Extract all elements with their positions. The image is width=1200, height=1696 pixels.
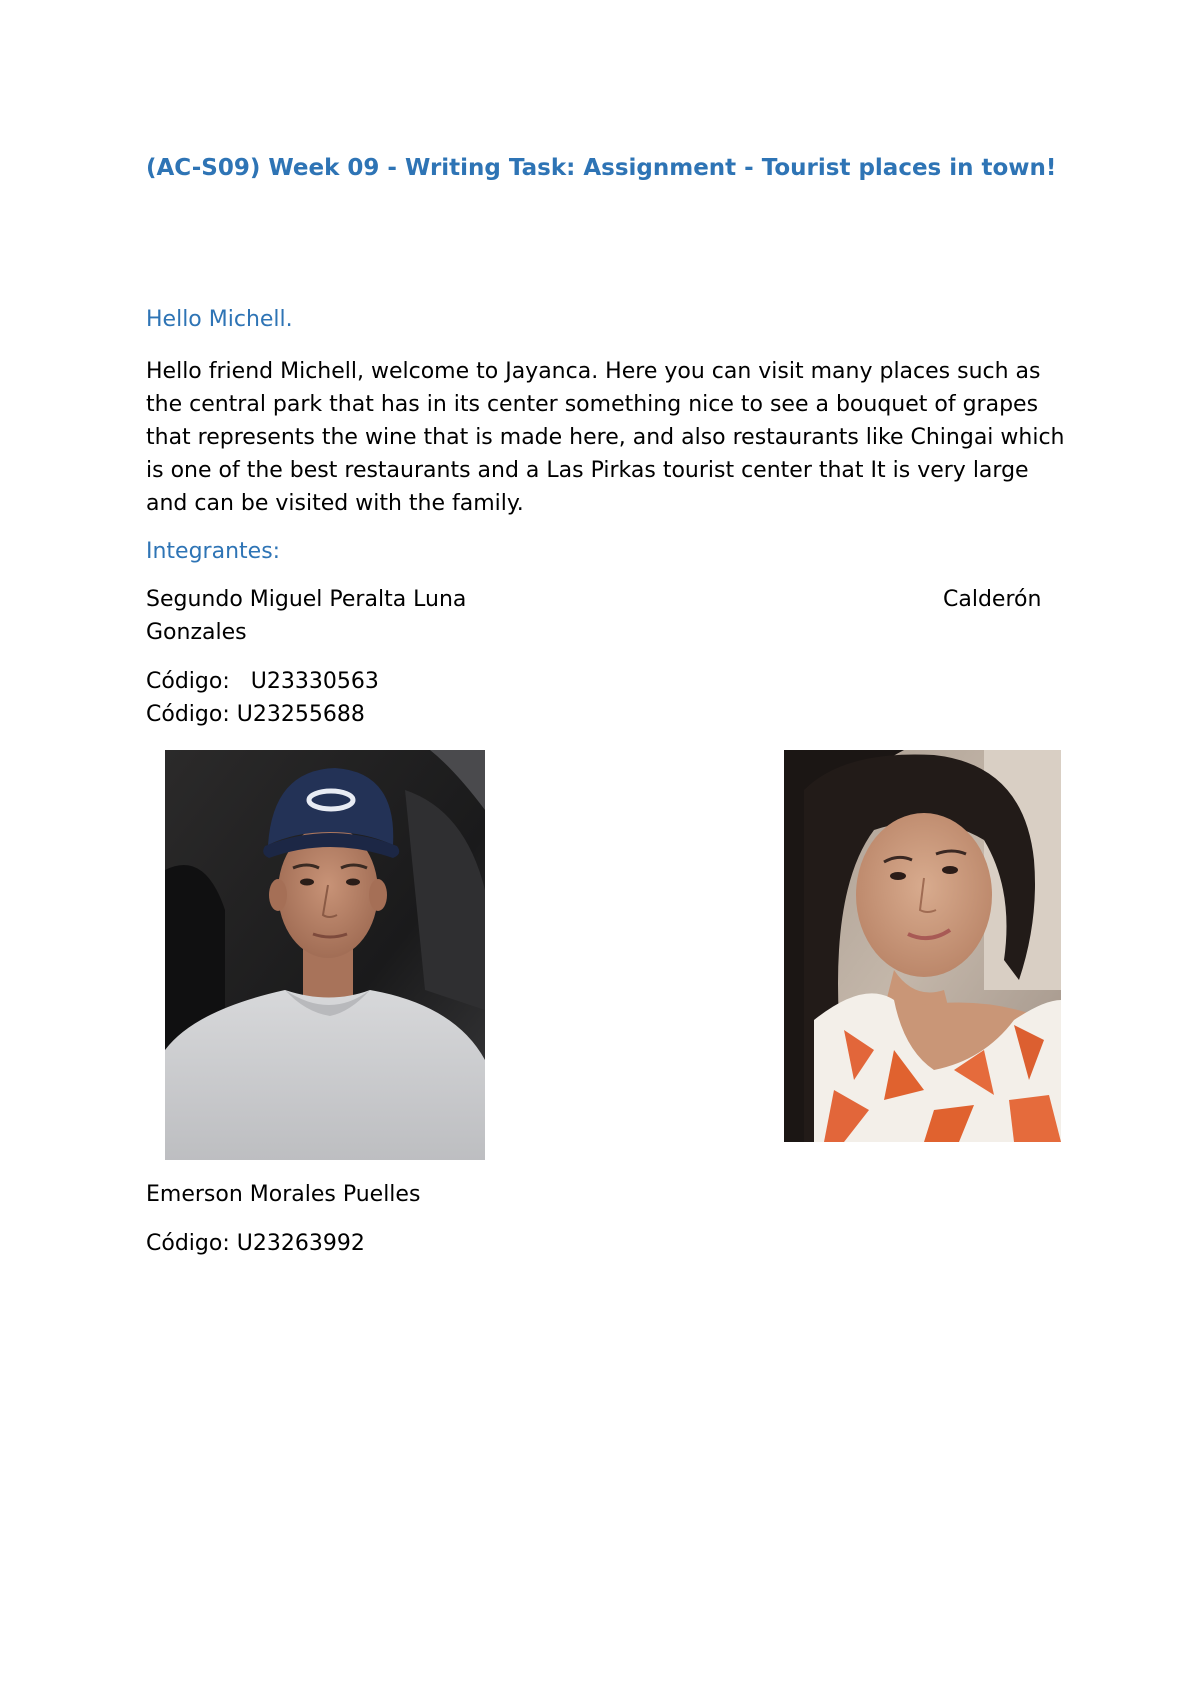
member-2-code-label: Código: <box>146 702 230 727</box>
member-3-code-label: Código: <box>146 1231 230 1256</box>
female-selfie-photo <box>784 750 1061 1142</box>
greeting-heading: Hello Michell. <box>146 307 293 332</box>
member-1-name: Segundo Miguel Peralta Luna <box>146 587 467 612</box>
member-1-code <box>146 667 379 697</box>
member-3-code <box>146 1229 365 1259</box>
member-2-first-name: Calderón <box>943 587 1042 612</box>
member-photo-1 <box>165 750 485 1160</box>
member-3-name: Emerson Morales Puelles <box>146 1182 421 1207</box>
member-2-code <box>146 700 365 730</box>
members-heading: Integrantes: <box>146 539 281 564</box>
member-1-code-value: U23330563 <box>250 669 379 694</box>
document-title: (AC-S09) Week 09 - Writing Task: Assignment - Tourist places in town! <box>146 155 1057 181</box>
male-selfie-photo <box>165 750 485 1160</box>
member-2-code-value: U23255688 <box>236 702 365 727</box>
member-1-code-label: Código: <box>146 669 230 694</box>
member-3-code-value: U23263992 <box>236 1231 365 1256</box>
body-paragraph: Hello friend Michell, welcome to Jayanca. Here you can visit many places such as the central park that has in its center something nice to see a bouquet of grapes that represents the wine that is made here, and also restaurants like Chingai which is one of the best restaurants and a Las Pirkas tourist center that It is very large and can be visited with the family. <box>146 359 1065 516</box>
member-2-last-name: Gonzales <box>146 620 247 645</box>
member-photo-2 <box>784 750 1061 1142</box>
